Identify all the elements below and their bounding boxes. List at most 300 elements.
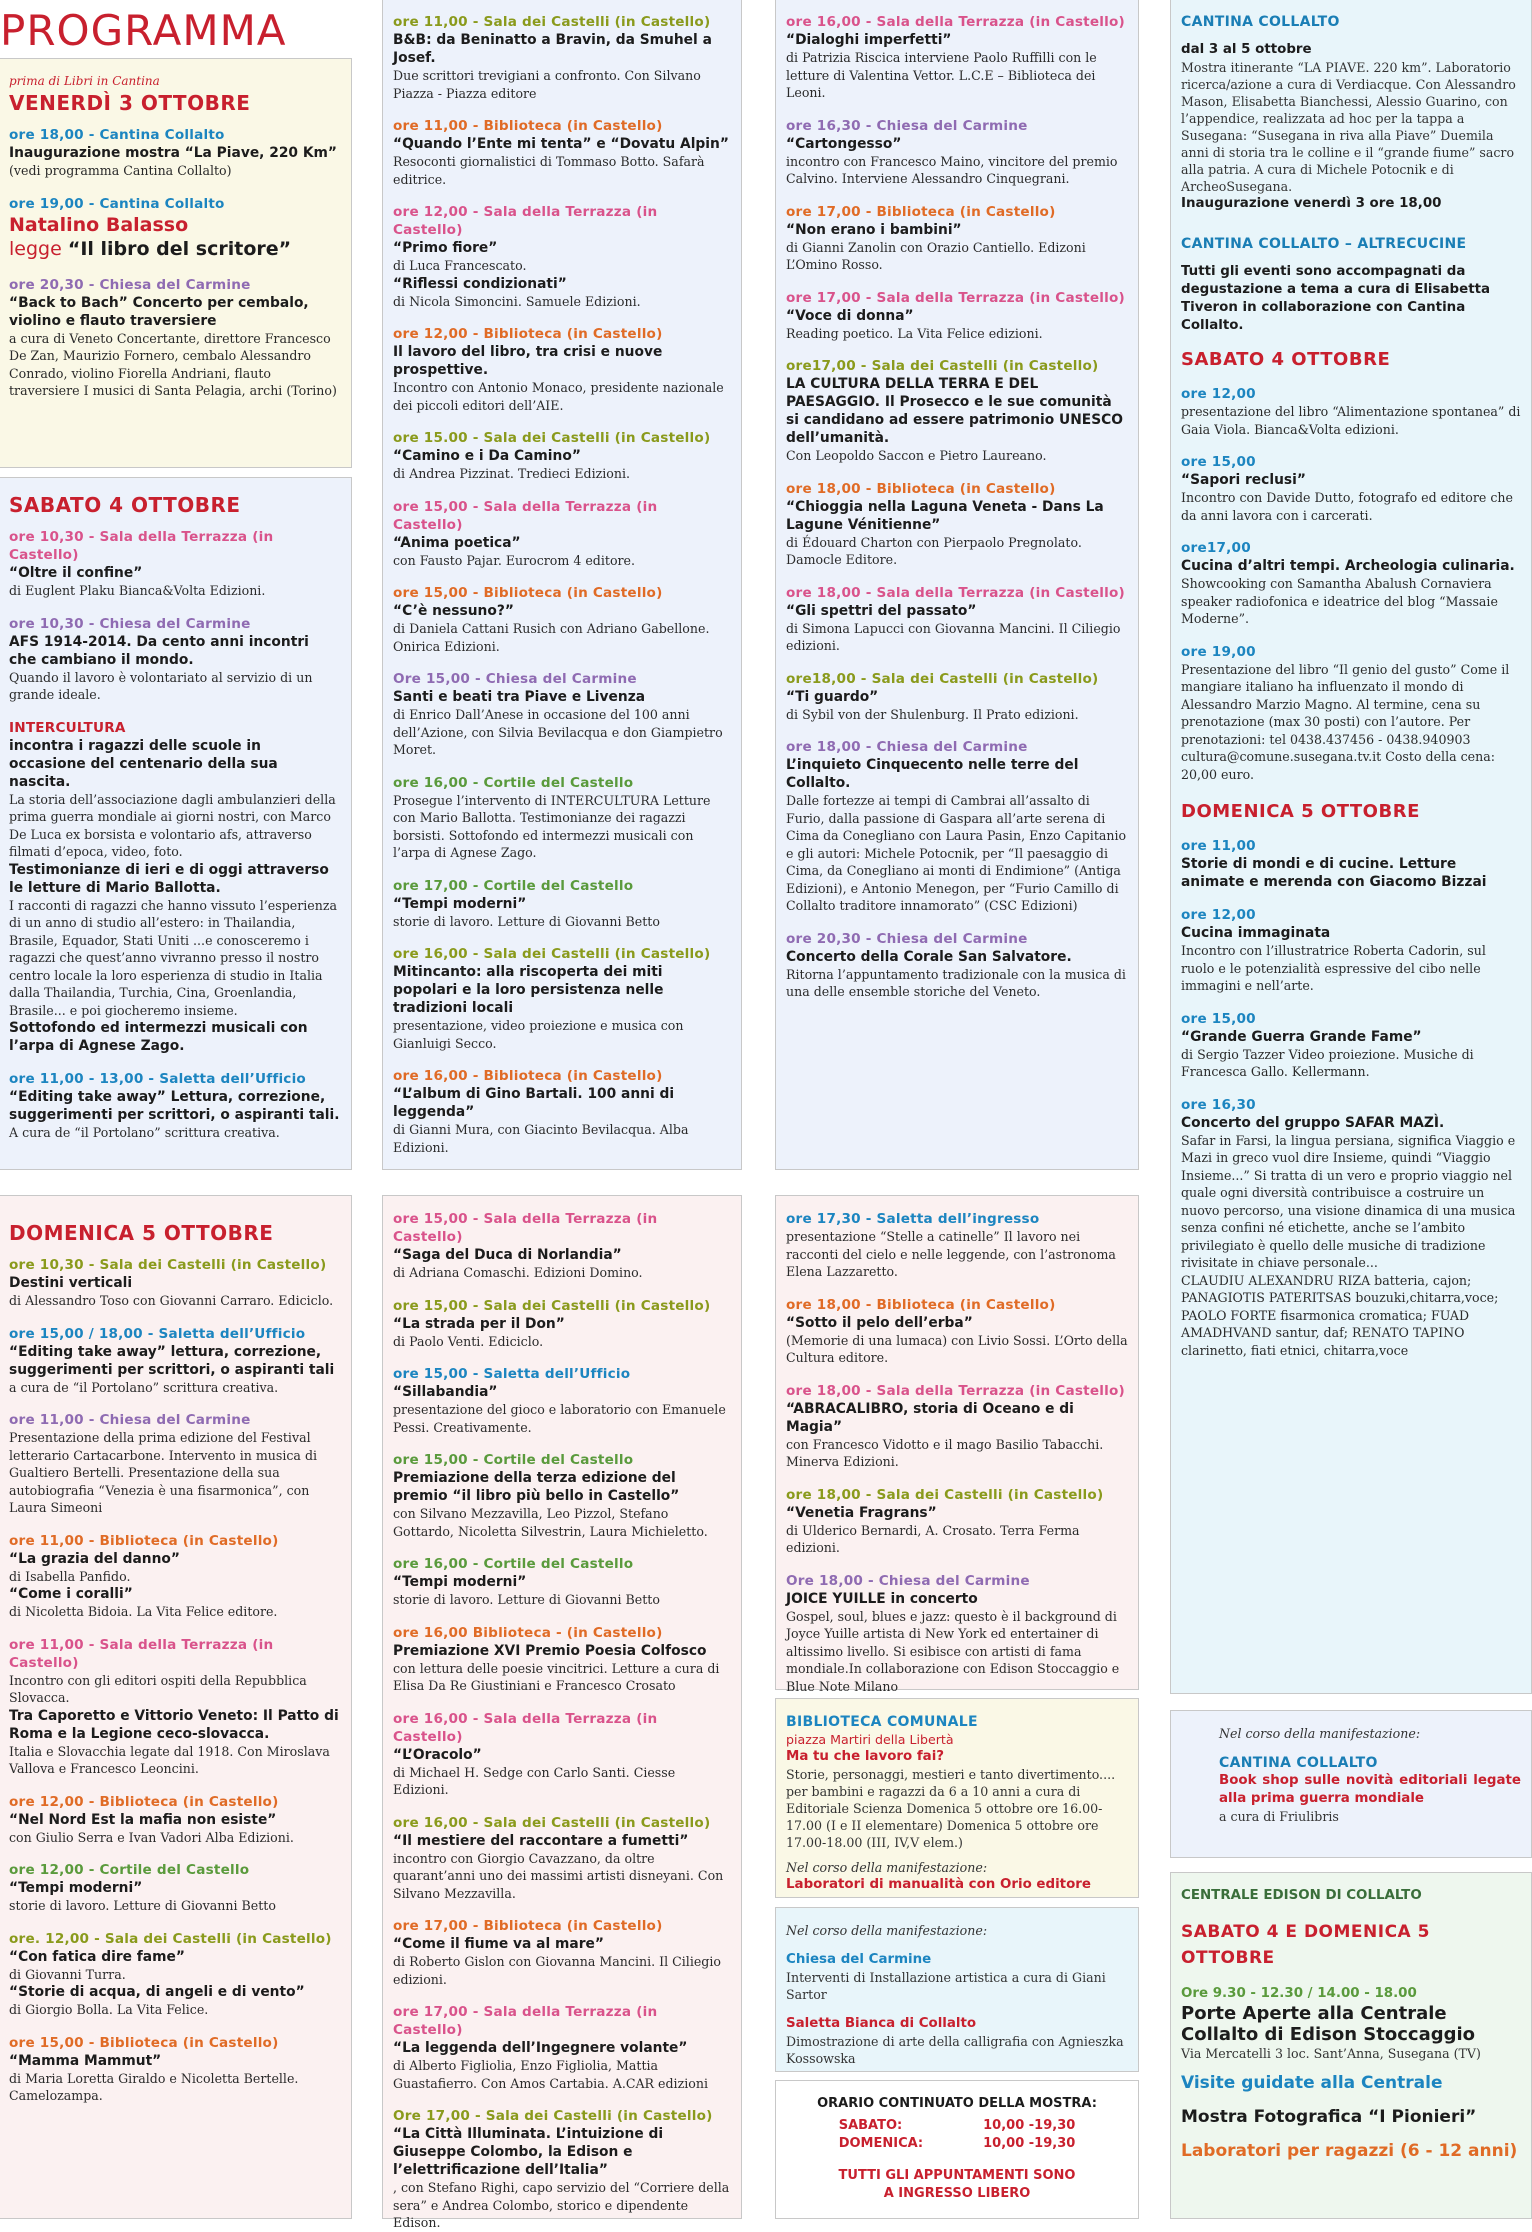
event-time-place: ore 15,00 - Cortile del Castello (393, 1452, 634, 1468)
event-time-place: ore 16,00 - Sala dei Castelli (in Castello) (393, 946, 711, 962)
carmine-panel (775, 1907, 1139, 2072)
event-time-place: ore 17,00 - Cortile del Castello (393, 877, 634, 894)
event-description: Dalle fortezze ai tempi di Cambrai all’assalto di Furio, dalla passione di Gaspara all’arte serena di Cima da Conegliano con Laura Pasin, Enzo Capitanio e gli autori: Michele Potocnik, per “Il paesaggio di Cima, da Conegliano ai monti di Endimione” (Antiga Edizioni), e Antonio Menegon, per “Furio Camillo di Collalto traditore innamorato” (CSC Edizioni) (786, 793, 1127, 913)
event-time-place: ore 20,30 - Chiesa del Carmine (786, 930, 1028, 947)
event-time-place: ore 18,00 - Sala dei Castelli (in Castello) (786, 1486, 1104, 1503)
event-item (9, 615, 341, 704)
event-item (393, 1814, 731, 1903)
event-item (393, 1297, 731, 1351)
event-item (393, 670, 731, 759)
biblioteca-place: piazza Martiri della Libertà (786, 1732, 954, 1747)
event-description: presentazione, video proiezione e musica con Gianluigi Secco. (393, 1018, 684, 1051)
event-item (1181, 1096, 1521, 1360)
event-time-place: ore 17,00 - Sala della Terrazza (in Castello) (786, 289, 1125, 306)
event-description: Quando il lavoro è volontariato al servizio di un grande ideale. (9, 669, 313, 702)
event-item (393, 945, 731, 1052)
cantina-inauguration: Inaugurazione venerdì 3 ore 18,00 (1181, 196, 1442, 211)
event-title: “Tempi moderni” (393, 1574, 527, 1590)
saturday-panel-col2 (382, 0, 742, 1170)
event-time-place: ore 15,00 - Saletta dell’Ufficio (393, 1366, 631, 1382)
event-item (1181, 1010, 1521, 1081)
saturday-heading: SABATO 4 OTTOBRE (9, 493, 241, 517)
event-item (9, 1325, 341, 1397)
event-title: Destini verticali (9, 1275, 133, 1291)
event-description: con Silvano Mezzavilla, Leo Pizzol, Stefano Gottardo, Nicoletta Silvestrin, Laura Michieletto. (393, 1506, 708, 1539)
event-description: storie di lavoro. Letture di Giovanni Betto (9, 1898, 276, 1913)
event-description-2: di Nicoletta Bidoia. La Vita Felice editore. (9, 1604, 278, 1619)
event-description: , con Stefano Righi, capo servizio del “Corriere della sera” e Andrea Colombo, storico e dipendente Edison. (393, 2180, 730, 2230)
biblioteca-panel (775, 1698, 1139, 1898)
event-item (786, 357, 1128, 465)
event-reading-verb: legge (9, 237, 68, 260)
event-time-place: ore 15,00 (1181, 1010, 1256, 1027)
event-item (393, 877, 731, 931)
orario-panel (775, 2080, 1139, 2219)
event-title-2: “Riflessi condizionati” (393, 275, 567, 292)
sunday-panel-col3 (775, 1195, 1139, 1694)
event-time-place: ore 15,00 - Biblioteca (in Castello) (9, 2034, 279, 2051)
event-time-place: ore 11,00 - Biblioteca (in Castello) (9, 1532, 279, 1549)
event-time-place: ore 16,00 - Cortile del Castello (393, 774, 634, 791)
event-time-place: ore 11,00 (1181, 838, 1256, 854)
event-title: JOICE YUILLE in concerto (786, 1590, 978, 1607)
event-time-place: ore 12,00 (1181, 907, 1256, 923)
event-title: “La grazia del danno” (9, 1550, 180, 1567)
event-time-place: ore 16,00 - Cortile del Castello (393, 1556, 634, 1572)
event-time-place: ore 15,00 - Sala della Terrazza (in Castello) (393, 1211, 658, 1245)
event-description: di Andrea Pizzinat. Tredieci Edizioni. (393, 466, 630, 481)
event-description: Con Leopoldo Saccon e Pietro Laureano. (786, 448, 1047, 463)
event-description: Presentazione della prima edizione del Festival letterario Cartacarbone. Intervento in musica di Gualtiero Bertelli. Presentazione della sua autobiografia “Venezia è una fisarmonica”, con Laura Simeoni (9, 1430, 318, 1515)
event-description: a cura de “il Portolano” scrittura creativa. (9, 1379, 279, 1395)
event-description: a cura di Veneto Concertante, direttore Francesco De Zan, Maurizio Fornero, cembalo Alessandro Conrado, violino Fiorella Andriani, flauto traversiere I musici di Santa Pelagia, archi (Torino) (9, 330, 337, 398)
event-title: “L’Oracolo” (393, 1746, 482, 1763)
event-description: storie di lavoro. Letture di Giovanni Betto (393, 913, 660, 929)
event-description: (vedi programma Cantina Collalto) (9, 163, 232, 178)
biblioteca-body: Storie, personaggi, mestieri e tanto divertimento.... per bambini e ragazzi da 6 a 10 anni a cura di Editoriale Scienza Domenica 5 ottobre ore 16.00-17.00 (I e II elementare) Domenica 5 ottobre ore 17.00-18.00 (III, IV,V elem.) (786, 1767, 1116, 1850)
event-description: Prosegue l’intervento di INTERCULTURA Letture con Mario Ballotta. Testimonianze dei ragazzi borsisti. Sottofondo ed intermezzi musicali con l’arpa di Agnese Zago. (393, 792, 711, 860)
event-time-place: ore 16,30 - Chiesa del Carmine (786, 117, 1028, 134)
event-time-place: ore 12,00 - Cortile del Castello (9, 1862, 250, 1878)
event-time-place: ore 10,30 - Sala della Terrazza (in Castello) (9, 529, 274, 563)
event-item (393, 325, 731, 414)
event-title: “Camino e i Da Camino” (393, 448, 581, 464)
event-title: “Anima poetica” (393, 534, 521, 551)
event-item (393, 1555, 731, 1609)
event-time-place: ore 15,00 (1181, 454, 1256, 470)
event-time-place: ore. 12,00 - Sala dei Castelli (in Castello) (9, 1930, 332, 1947)
event-description: di Paolo Venti. Ediciclo. (393, 1333, 544, 1349)
event-title: Storie di mondi e di cucine. Letture animate e merenda con Giacomo Bizzai (1181, 856, 1487, 890)
edison-panel (1170, 1872, 1532, 2219)
event-time-place: ore 11,00 - Chiesa del Carmine (9, 1412, 251, 1428)
event-item (9, 126, 341, 180)
event-item (393, 2107, 731, 2232)
event-title: Cucina immaginata (1181, 925, 1331, 941)
event-description: con Fausto Pajar. Eurocrom 4 editore. (393, 552, 636, 568)
friday-intro: prima di Libri in Cantina (9, 74, 160, 88)
event-title: “Non erano i bambini” (786, 221, 962, 238)
event-time-place: ore 18,00 - Biblioteca (in Castello) (786, 480, 1056, 497)
event-title: Mitincanto: alla riscoperta dei miti popolari e la loro persistenza nelle tradizioni locali (393, 964, 664, 1016)
event-title-2: “Come i coralli” (9, 1586, 133, 1602)
event-title: “Come il fiume va al mare” (393, 1936, 604, 1952)
event-time-place: ore 16,00 - Sala dei Castelli (in Castello) (393, 1814, 711, 1831)
altrecucine-body: Tutti gli eventi sono accompagnati da degustazione a tema a cura di Elisabetta Tiveron in collaborazione con Cantina Collalto. (1181, 264, 1491, 333)
event-item (9, 1930, 341, 2019)
event-item (9, 1532, 341, 1621)
sunday-panel-col2 (382, 1195, 742, 2230)
event-item (393, 1451, 731, 1540)
event-item (393, 429, 731, 483)
carmine-note: Nel corso della manifestazione: (786, 1923, 988, 1938)
edison-address: Via Mercatelli 3 loc. Sant’Anna, Susegana (TV) (1181, 2046, 1481, 2061)
event-item (393, 498, 731, 570)
event-item (786, 1210, 1128, 1281)
event-description: Showcooking con Samantha Abalush Cornaviera speaker radiofonica e ideatrice del blog “Massaie Moderne”. (1181, 576, 1498, 626)
event-title: Concerto della Corale San Salvatore. (786, 948, 1072, 965)
event-description: di Édouard Charton con Pierpaolo Pregnolato. Damocle Editore. (786, 534, 1082, 567)
event-time-place: Ore 17,00 - Sala dei Castelli (in Castello) (393, 2108, 713, 2124)
event-description: presentazione “Stelle a catinelle” Il lavoro nei racconti del cielo e nelle leggende, con l’astronoma Elena Lazzaretto. (786, 1229, 1116, 1279)
event-item (786, 13, 1128, 102)
event-title: “Chioggia nella Laguna Veneta - Dans La Lagune Vénitienne” (786, 498, 1104, 533)
event-description: di Giovanni Turra. (9, 1966, 126, 1982)
event-item (786, 670, 1128, 724)
edison-title: CENTRALE EDISON DI COLLALTO (1181, 1888, 1422, 1903)
event-item (1181, 906, 1521, 995)
event-title: “Editing take away” Lettura, correzione, suggerimenti per scrittori, o aspiranti tali. (9, 1089, 340, 1123)
event-time-place: ore 15,00 / 18,00 - Saletta dell’Ufficio (9, 1325, 306, 1342)
event-title: Inaugurazione mostra “La Piave, 220 Km” (9, 145, 337, 161)
event-time-place: ore 15,00 - Biblioteca (in Castello) (393, 585, 663, 601)
event-title: “Quando l’Ente mi tenta” e “Dovatu Alpin” (393, 136, 729, 152)
orario-sun-hours: 10,00 -19,30 (983, 2136, 1076, 2151)
event-time-place: ore 12,00 - Biblioteca (in Castello) (9, 1793, 279, 1810)
event-item (786, 1572, 1128, 1696)
event-description: storie di lavoro. Letture di Giovanni Betto (393, 1592, 660, 1607)
event-time-place: ore 11,00 - Biblioteca (in Castello) (393, 118, 663, 134)
event-title: “Voce di donna” (786, 307, 914, 324)
event-title: “La strada per il Don” (393, 1315, 565, 1332)
event-description: di Sybil von der Shulenburg. Il Prato edizioni. (786, 706, 1079, 722)
event-description: di Gianni Zanolin con Orazio Cantiello. Edizoni L’Omino Rosso. (786, 239, 1086, 272)
event-title-2: Testimonianze di ieri e di oggi attraverso le letture di Mario Ballotta. (9, 861, 329, 896)
event-title: “Venetia Fragrans” (786, 1504, 937, 1521)
event-item (393, 1067, 731, 1156)
event-description: Safar in Farsi, la lingua persiana, significa Viaggio e Mazi in greco vuol dire Insieme, quindi “Viaggio Insieme...” Si tratta di un vero e proprio viaggio nel quale ogni diversità contribuisce a costruire un nuovo percorso, una visione dinamica di una musica senza confini né etichette, anche se l’ambito privilegiato è quello delle musiche di tradizione rivisitate in chiave personale... (1181, 1132, 1516, 1270)
event-description: (Memorie di una lumaca) con Livio Sossi. L’Orto della Cultura editore. (786, 1332, 1128, 1365)
event-description: presentazione del libro “Alimentazione spontanea” di Gaia Viola. Bianca&Volta edizioni. (1181, 404, 1521, 437)
event-item (1181, 643, 1521, 784)
event-description-2: I racconti di ragazzi che hanno vissuto l’esperienza di un anno di studio all’estero: in Thailandia, Brasile, Equador, Stati Uniti ...e conosceremo i ragazzi che quest’anno vivranno presso il nostro centro locale la loro esperienza di studio in Italia dalla Thailandia, Turchia, Cina, Groenlandia, Brasile... e poi giocheremo insieme. (9, 897, 337, 1018)
event-description: Ritorna l’appuntamento tradizionale con la musica di una delle ensemble storiche del Veneto. (786, 966, 1126, 999)
event-title: “Gli spettri del passato” (786, 602, 977, 619)
event-reading-title: “Il libro del scritore” (67, 237, 292, 260)
cantina-title: CANTINA COLLALTO (1181, 14, 1340, 30)
edison-hours: Ore 9.30 - 12.30 / 14.00 - 18.00 (1181, 1986, 1417, 2001)
event-item (393, 584, 731, 655)
edison-exhibition: Mostra Fotografica “I Pionieri” (1181, 2107, 1477, 2127)
edison-workshops: Laboratori per ragazzi (6 - 12 anni) (1181, 2141, 1518, 2161)
event-item (786, 117, 1128, 188)
event-item (1181, 837, 1521, 891)
event-time-place: ore 18,00 - Cantina Collalto (9, 127, 225, 143)
event-time-place: ore17,00 (1181, 540, 1251, 556)
event-title: “Cartongesso” (786, 135, 902, 152)
event-description: di Alessandro Toso con Giovanni Carraro. Ediciclo. (9, 1293, 334, 1308)
event-item (393, 2003, 731, 2092)
event-item (9, 528, 341, 600)
event-description: di Ulderico Bernardi, A. Crosato. Terra Ferma edizioni. (786, 1522, 1080, 1555)
event-title: “Ti guardo” (786, 688, 879, 705)
event-description: con Giulio Serra e Ivan Vadori Alba Edizioni. (9, 1829, 294, 1845)
event-description: di Patrizia Riscica interviene Paolo Ruffilli con le letture di Valentina Vettor. L.C.E – Biblioteca dei Leoni. (786, 50, 1097, 100)
orario-sun-label: DOMENICA: (838, 2136, 924, 2151)
event-time-place: ore 18,00 - Sala della Terrazza (in Castello) (786, 1382, 1125, 1399)
altrecucine-title: CANTINA COLLALTO – ALTRECUCINE (1181, 236, 1467, 252)
event-time-place: ore 19,00 - Cantina Collalto (9, 195, 225, 212)
event-title-2: Natalino Balasso (9, 213, 189, 236)
friday-panel (0, 58, 352, 468)
event-item (9, 719, 341, 1056)
event-item (786, 738, 1128, 915)
event-description: di Isabella Panfido. (9, 1568, 131, 1584)
event-title: “Dialoghi imperfetti” (786, 32, 952, 48)
event-item (9, 1411, 341, 1517)
saletta-heading: Saletta Bianca di Collalto (786, 2016, 977, 2031)
event-time-place: ore 16,00 - Sala della Terrazza (in Castello) (393, 1710, 658, 1745)
event-item (393, 13, 731, 102)
event-description: Presentazione del libro “Il genio del gusto” Come il mangiare italiano ha influenzato il mondo di Alessandro Marzio Magno. Al termine, cena su prenotazione (max 30 posti) con l’autore. Per prenotazioni: tel 0438.437456 - 0438.940903 cultura@comune.susegana.tv.it Costo della cena: 20,00 euro. (1181, 661, 1510, 782)
event-item (9, 2034, 341, 2105)
event-title: “ABRACALIBRO, storia di Oceano e di Magia” (786, 1400, 1074, 1435)
event-time-place: ore 17,00 - Sala della Terrazza (in Castello) (393, 2004, 658, 2038)
event-title-3: Sottofondo ed intermezzi musicali con l’arpa di Agnese Zago. (9, 1020, 308, 1054)
event-time-place: ore17,00 - Sala dei Castelli (in Castello) (786, 358, 1099, 374)
event-description-2: CLAUDIU ALEXANDRU RIZA batteria, cajon; PANAGIOTIS PATERITSAS bouzuki,chitarra,voce; PAOLO FORTE fisarmonica cromatica; FUAD AMADHVAND santur, daf; RENATO TAPINO clarinetto, fiati etnici, chitarra,voce (1181, 1272, 1499, 1358)
event-item (393, 117, 731, 188)
event-item (786, 1296, 1128, 1367)
event-title-2: “Storie di acqua, di angeli e di vento” (9, 1984, 305, 2000)
event-time-place: ore 15,00 - Sala della Terrazza (in Castello) (393, 498, 658, 533)
event-title: LA CULTURA DELLA TERRA E DEL PAESAGGIO. Il Prosecco e le sue comunità si candidano ad essere patrimonio UNESCO dell’umanità. (786, 376, 1124, 446)
event-description: presentazione del gioco e laboratorio con Emanuele Pessi. Creativamente. (393, 1402, 726, 1435)
bookshop-description: Book shop sulle novità editoriali legate alla prima guerra mondiale (1219, 1773, 1521, 1806)
cantina-panel (1170, 0, 1532, 1694)
bookshop-title: CANTINA COLLALTO (1219, 1755, 1378, 1771)
event-item (9, 1070, 341, 1142)
event-title: “Il mestiere del raccontare a fumetti” (393, 1832, 689, 1849)
event-title: B&B: da Beninatto a Bravin, da Smuhel a Josef. (393, 32, 712, 66)
event-time-place: ore 12,00 (1181, 386, 1256, 402)
event-time-place: ore 11,00 - Sala della Terrazza (in Castello) (9, 1636, 274, 1671)
event-item (393, 774, 731, 862)
orario-sat-label: SABATO: (838, 2118, 903, 2133)
event-time-place: ore 16,00 - Biblioteca (in Castello) (393, 1068, 663, 1084)
event-item (393, 1917, 731, 1988)
orario-title: ORARIO CONTINUATO DELLA MOSTRA: (817, 2096, 1097, 2111)
event-title: “Tempi moderni” (9, 1880, 143, 1896)
bookshop-note: Nel corso della manifestazione: (1219, 1726, 1421, 1741)
saturday-panel-col1 (0, 477, 352, 1170)
event-time-place: ore 19,00 (1181, 643, 1256, 660)
event-title: Premiazione della terza edizione del premio “il libro più bello in Castello” (393, 1470, 680, 1504)
event-time-place: Ore 18,00 - Chiesa del Carmine (786, 1572, 1030, 1589)
event-description: Incontro con l’illustratrice Roberta Cadorin, sul ruolo e le potenzialità espressive del cibo nelle immagini e nell’arte. (1181, 943, 1486, 993)
event-item (9, 1256, 341, 1310)
event-item (786, 1486, 1128, 1557)
bookshop-curator: a cura di Friulibris (1219, 1809, 1339, 1824)
event-item (786, 930, 1128, 1001)
event-description: di Enrico Dall’Anese in occasione del 100 anni dell’Azione, con Silvia Bevilacqua e don Giampietro Moret. (393, 707, 723, 757)
event-description: con lettura delle poesie vincitrici. Letture a cura di Elisa Da Re Giustiniani e Francesco Crosato (393, 1660, 720, 1693)
event-time-place: ore 12,00 - Biblioteca (in Castello) (393, 326, 663, 342)
event-description: Due scrittori trevigiani a confronto. Con Silvano Piazza - Piazza editore (393, 68, 701, 101)
event-item (393, 203, 731, 310)
event-time-place: ore 16,30 (1181, 1096, 1256, 1113)
event-item (393, 1365, 731, 1436)
event-title: “Sillabandia” (393, 1384, 498, 1400)
event-item (1181, 385, 1521, 438)
event-title: “Grande Guerra Grande Fame” (1181, 1028, 1422, 1045)
event-title: Cucina d’altri tempi. Archeologia culinaria. (1181, 558, 1515, 574)
event-description: Reading poetico. La Vita Felice edizioni. (786, 325, 1043, 341)
event-time-place: ore 17,00 - Biblioteca (in Castello) (786, 203, 1056, 220)
event-title: “L’album di Gino Bartali. 100 anni di leggenda” (393, 1086, 675, 1120)
event-title: “Primo fiore” (393, 240, 498, 256)
event-title: “Editing take away” lettura, correzione, suggerimenti per scrittori, o aspiranti tali (9, 1343, 335, 1378)
event-title: “Sotto il pelo dell’erba” (786, 1314, 973, 1331)
orario-sat-hours: 10,00 -19,30 (983, 2118, 1076, 2133)
event-title: “Con fatica dire fame” (9, 1948, 185, 1965)
event-description: A cura de “il Portolano” scrittura creativa. (9, 1125, 280, 1140)
event-item (393, 1624, 731, 1695)
event-title: “Mamma Mammut” (9, 2052, 162, 2069)
event-item (786, 289, 1128, 343)
sunday-panel-col1 (0, 1195, 352, 2219)
event-title: Premiazione XVI Premio Poesia Colfosco (393, 1642, 707, 1659)
event-title: “Tempi moderni” (393, 895, 527, 912)
cantina-body: Mostra itinerante “LA PIAVE. 220 km”. Laboratorio ricerca/azione a cura di Verdiacque. Con Alessandro Mason, Elisabetta Bianchessi, Alessio Guarino, con l’appendice, realizzata ad hoc per la tappa a Susegana: “Susegana in riva alla Piave” Duemila anni di storia tra le colline e il “grande fiume” sacro alla patria. A cura di Michele Potocnik e di ArcheoSusegana. (1181, 60, 1516, 194)
event-time-place: ore 16,00 Biblioteca - (in Castello) (393, 1624, 663, 1641)
event-description: di Gianni Mura, con Giacinto Bevilacqua. Alba Edizioni. (393, 1122, 689, 1155)
event-item (1181, 453, 1521, 524)
event-description: di Daniela Cattani Rusich con Adriano Gabellone. Onirica Edizioni. (393, 621, 710, 654)
event-item (9, 1793, 341, 1847)
event-description: di Luca Francescato. (393, 258, 527, 273)
event-item (786, 584, 1128, 655)
event-item (9, 1636, 341, 1778)
cantina-date: dal 3 al 5 ottobre (1181, 42, 1312, 57)
event-title: “C’è nessuno?” (393, 603, 514, 619)
event-time-place: ore 10,30 - Sala dei Castelli (in Castello) (9, 1257, 327, 1273)
event-description: di Michael H. Sedge con Carlo Santi. Ciesse Edizioni. (393, 1764, 676, 1797)
event-title: “Saga del Duca di Norlandia” (393, 1247, 622, 1263)
event-item (786, 480, 1128, 569)
event-description: di Roberto Gislon con Giovanna Mancini. Il Ciliegio edizioni. (393, 1954, 721, 1987)
event-description: di Simona Lapucci con Giovanna Mancini. Il Ciliegio edizioni. (786, 620, 1121, 653)
event-description: di Adriana Comaschi. Edizioni Domino. (393, 1265, 643, 1280)
event-title: Il lavoro del libro, tra crisi e nuove prospettive. (393, 344, 663, 378)
event-description: di Alberto Figliolia, Enzo Figliolia, Mattia Guastafierro. Con Amos Cartabia. A.CAR edizioni (393, 2058, 708, 2091)
event-title: incontra i ragazzi delle scuole in occasione del centenario della sua nascita. (9, 737, 278, 790)
event-time-place: ore 18,00 - Sala della Terrazza (in Castello) (786, 584, 1125, 601)
saturday-panel-col3 (775, 0, 1139, 1170)
event-description: Incontro con gli editori ospiti della Repubblica Slovacca. (9, 1672, 307, 1705)
biblioteca-note: Nel corso della manifestazione: (786, 1860, 988, 1875)
event-title: “Nel Nord Est la mafia non esiste” (9, 1811, 277, 1828)
event-time-place: INTERCULTURA (9, 719, 126, 736)
event-time-place: ore 17,00 - Biblioteca (in Castello) (393, 1918, 663, 1934)
sunday-heading: DOMENICA 5 OTTOBRE (9, 1221, 274, 1245)
event-title-2: Tra Caporetto e Vittorio Veneto: Il Patto di Roma e la Legione ceco-slovacca. (9, 1707, 339, 1742)
event-title: “La leggenda dell’Ingegnere volante” (393, 2040, 688, 2056)
event-time-place: ore 10,30 - Chiesa del Carmine (9, 615, 251, 632)
edison-guided-tours: Visite guidate alla Centrale (1181, 2073, 1443, 2093)
event-title: L’inquieto Cinquecento nelle terre del Collalto. (786, 757, 1079, 791)
page-title: PROGRAMMA (0, 6, 287, 55)
event-time-place: ore18,00 - Sala dei Castelli (in Castello) (786, 670, 1099, 687)
event-time-place: ore 15.00 - Sala dei Castelli (in Castello) (393, 430, 711, 446)
event-time-place: ore 15,00 - Sala dei Castelli (in Castello) (393, 1297, 711, 1314)
event-item (9, 195, 341, 261)
event-description-2: Italia e Slovacchia legate dal 1918. Con Miroslava Vallova e Francesco Leoncini. (9, 1743, 330, 1776)
event-title: Concerto del gruppo SAFAR MAZÌ. (1181, 1114, 1445, 1131)
biblioteca-title: BIBLIOTECA COMUNALE (786, 1714, 978, 1730)
event-time-place: ore 18,00 - Chiesa del Carmine (786, 739, 1028, 755)
event-item (786, 1382, 1128, 1471)
event-item (9, 276, 341, 400)
event-item (786, 203, 1128, 274)
event-description: Gospel, soul, blues e jazz: questo è il background di Joyce Yuille artista di New York ed entertainer di altissimo livello. Si esibisce con artisti di fama mondiale.In collaborazione con Edison Stoccaggio e Blue Note Milano (786, 1608, 1120, 1694)
cantina-sunday-heading: DOMENICA 5 OTTOBRE (1181, 801, 1420, 822)
event-time-place: ore 17,30 - Saletta dell’ingresso (786, 1211, 1040, 1227)
biblioteca-lab: Laboratori di manualità con Orio editore (786, 1877, 1091, 1892)
event-description: Incontro con Antonio Monaco, presidente nazionale dei piccoli editori dell’AIE. (393, 380, 724, 413)
event-title: Santi e beati tra Piave e Livenza (393, 689, 646, 705)
event-item (9, 1861, 341, 1915)
friday-heading: VENERDÌ 3 OTTOBRE (9, 91, 251, 115)
event-title: “Oltre il confine” (9, 565, 143, 581)
carmine-body: Interventi di Installazione artistica a cura di Giani Sartor (786, 1970, 1106, 2002)
event-description-2: di Giorgio Bolla. La Vita Felice. (9, 2002, 209, 2017)
event-title: “Sapori reclusi” (1181, 472, 1306, 488)
event-item (393, 1210, 731, 1282)
event-description: La storia dell’associazione dagli ambulanzieri della prima guerra mondiale ai giorni nostri, con Marco De Luca ex borsista e volontario afs, attraverso filmati d’epoca, video, foto. (9, 791, 336, 859)
event-time-place: Ore 15,00 - Chiesa del Carmine (393, 671, 637, 687)
event-item (393, 1710, 731, 1799)
bookshop-panel (1170, 1710, 1532, 1858)
event-reading (9, 237, 341, 261)
event-description: con Francesco Vidotto e il mago Basilio Tabacchi. Minerva Edizioni. (786, 1436, 1104, 1469)
event-description: di Euglent Plaku Bianca&Volta Edizioni. (9, 583, 266, 598)
event-description-2: di Nicola Simoncini. Samuele Edizioni. (393, 293, 641, 309)
carmine-heading: Chiesa del Carmine (786, 1952, 932, 1967)
biblioteca-question: Ma tu che lavoro fai? (786, 1749, 945, 1764)
edison-days: SABATO 4 E DOMENICA 5 OTTOBRE (1181, 1922, 1430, 1968)
event-time-place: ore 16,00 - Sala della Terrazza (in Castello) (786, 14, 1125, 30)
event-description: Incontro con Davide Dutto, fotografo ed editore che da anni lavora con i carcerati. (1181, 490, 1513, 523)
event-title: “La Città Illuminata. L’intuizione di Giuseppe Colombo, la Edison e l’elettrificazione dell’Italia” (393, 2126, 664, 2178)
event-time-place: ore 18,00 - Biblioteca (in Castello) (786, 1296, 1056, 1313)
event-title: “Back to Bach” Concerto per cembalo, violino e flauto traversiere (9, 294, 309, 329)
event-title: AFS 1914-2014. Da cento anni incontri che cambiano il mondo. (9, 633, 309, 668)
orario-free-entry: TUTTI GLI APPUNTAMENTI SONO A INGRESSO LIBERO (838, 2168, 1076, 2201)
event-time-place: ore 11,00 - 13,00 - Saletta dell’Ufficio (9, 1071, 306, 1087)
event-description: di Maria Loretta Giraldo e Nicoletta Bertelle. Camelozampa. (9, 2070, 299, 2103)
event-description: di Sergio Tazzer Video proiezione. Musiche di Francesca Gallo. Kellermann. (1181, 1046, 1474, 1079)
